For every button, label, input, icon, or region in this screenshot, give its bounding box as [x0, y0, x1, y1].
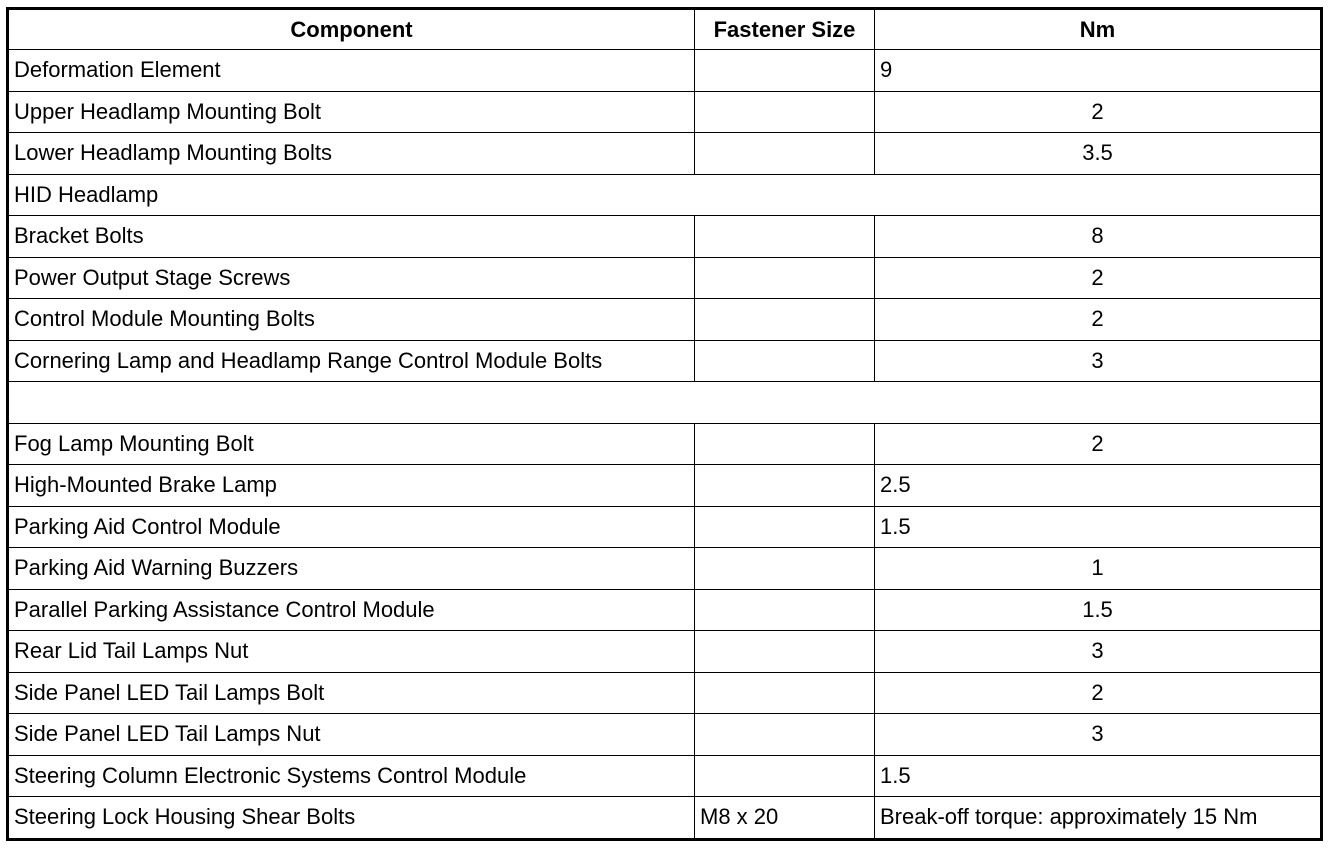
table-row	[8, 216, 1322, 258]
section-label	[8, 382, 1322, 424]
component-cell: Fog Lamp Mounting Bolt	[8, 423, 695, 465]
column-header-fastener-size: Fastener Size	[695, 9, 875, 50]
section-row	[8, 382, 1322, 424]
fastener-size-cell	[695, 465, 875, 507]
component-cell: Bracket Bolts	[8, 216, 695, 258]
table-row	[8, 714, 1322, 756]
component-cell: Side Panel LED Tail Lamps Bolt	[8, 672, 695, 714]
torque-nm-cell: 9	[875, 50, 1322, 92]
component-cell: Upper Headlamp Mounting Bolt	[8, 91, 695, 133]
torque-nm-cell: 1.5	[875, 589, 1322, 631]
component-cell: High-Mounted Brake Lamp	[8, 465, 695, 507]
component-cell: Cornering Lamp and Headlamp Range Control Module Bolts	[8, 340, 695, 382]
torque-spec-table	[6, 7, 1323, 841]
table-row	[8, 257, 1322, 299]
torque-nm-cell: 2.5	[875, 465, 1322, 507]
section-label: HID Headlamp	[8, 174, 1322, 216]
table-row	[8, 672, 1322, 714]
component-cell: Parking Aid Control Module	[8, 506, 695, 548]
table-row	[8, 755, 1322, 797]
torque-nm-cell: 1.5	[875, 755, 1322, 797]
component-cell: Rear Lid Tail Lamps Nut	[8, 631, 695, 673]
component-cell: Power Output Stage Screws	[8, 257, 695, 299]
column-header-component: Component	[8, 9, 695, 50]
table-row	[8, 631, 1322, 673]
torque-nm-cell: 2	[875, 91, 1322, 133]
torque-nm-cell: Break-off torque: approximately 15 Nm	[875, 797, 1322, 840]
table-row	[8, 299, 1322, 341]
fastener-size-cell: M8 x 20	[695, 797, 875, 840]
fastener-size-cell	[695, 423, 875, 465]
table-header	[8, 9, 1322, 50]
fastener-size-cell	[695, 216, 875, 258]
table-row	[8, 423, 1322, 465]
torque-nm-cell: 1	[875, 548, 1322, 590]
torque-nm-cell: 2	[875, 257, 1322, 299]
header-row	[8, 9, 1322, 50]
torque-nm-cell: 3	[875, 714, 1322, 756]
torque-nm-cell: 2	[875, 672, 1322, 714]
fastener-size-cell	[695, 755, 875, 797]
table-row	[8, 465, 1322, 507]
component-cell: Parallel Parking Assistance Control Module	[8, 589, 695, 631]
fastener-size-cell	[695, 91, 875, 133]
table-row	[8, 797, 1322, 840]
torque-nm-cell: 3	[875, 340, 1322, 382]
fastener-size-cell	[695, 340, 875, 382]
fastener-size-cell	[695, 133, 875, 175]
torque-nm-cell: 2	[875, 423, 1322, 465]
component-cell: Lower Headlamp Mounting Bolts	[8, 133, 695, 175]
table-row	[8, 506, 1322, 548]
fastener-size-cell	[695, 506, 875, 548]
table-row	[8, 50, 1322, 92]
fastener-size-cell	[695, 257, 875, 299]
torque-nm-cell: 8	[875, 216, 1322, 258]
component-cell: Steering Column Electronic Systems Control Module	[8, 755, 695, 797]
torque-nm-cell: 1.5	[875, 506, 1322, 548]
table-row	[8, 589, 1322, 631]
component-cell: Side Panel LED Tail Lamps Nut	[8, 714, 695, 756]
fastener-size-cell	[695, 714, 875, 756]
torque-spec-table-container	[6, 7, 1323, 841]
torque-nm-cell: 2	[875, 299, 1322, 341]
fastener-size-cell	[695, 672, 875, 714]
table-row	[8, 548, 1322, 590]
table-row	[8, 340, 1322, 382]
fastener-size-cell	[695, 589, 875, 631]
component-cell: Deformation Element	[8, 50, 695, 92]
component-cell: Steering Lock Housing Shear Bolts	[8, 797, 695, 840]
section-row	[8, 174, 1322, 216]
table-row	[8, 91, 1322, 133]
fastener-size-cell	[695, 299, 875, 341]
torque-nm-cell: 3.5	[875, 133, 1322, 175]
fastener-size-cell	[695, 631, 875, 673]
fastener-size-cell	[695, 50, 875, 92]
column-header-nm: Nm	[875, 9, 1322, 50]
table-row	[8, 133, 1322, 175]
table-body	[8, 50, 1322, 840]
torque-nm-cell: 3	[875, 631, 1322, 673]
fastener-size-cell	[695, 548, 875, 590]
component-cell: Control Module Mounting Bolts	[8, 299, 695, 341]
component-cell: Parking Aid Warning Buzzers	[8, 548, 695, 590]
